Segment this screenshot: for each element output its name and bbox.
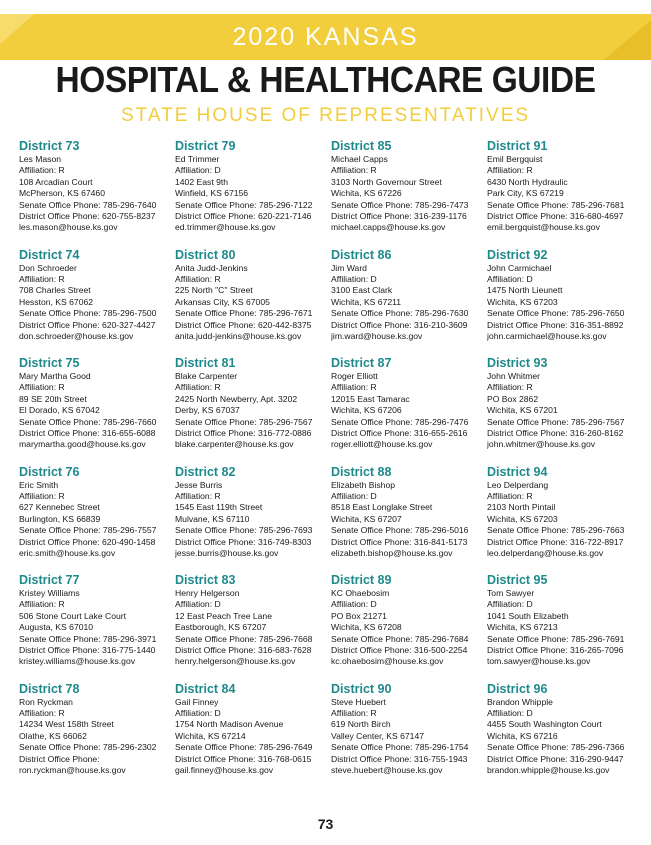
district-heading: District 94 — [487, 464, 548, 479]
affiliation: Affiliation: D — [331, 273, 377, 284]
district-heading: District 92 — [487, 247, 548, 262]
city-state-zip: Mulvane, KS 67110 — [175, 513, 250, 524]
email-address: gail.finney@house.ks.gov — [175, 764, 274, 775]
city-state-zip: Wichita, KS 67201 — [487, 405, 558, 416]
affiliation: Affiliation: D — [331, 599, 377, 610]
senate-office-phone: Senate Office Phone: 785-296-7567 — [175, 416, 313, 427]
representative-name: Steve Huebert — [331, 696, 386, 707]
affiliation: Affiliation: D — [487, 273, 533, 284]
district-entry — [331, 573, 487, 682]
street-address: 619 North Birch — [331, 719, 391, 730]
affiliation: Affiliation: R — [487, 382, 533, 393]
page-number: 73 — [317, 816, 334, 832]
representative-name: Gail Finney — [175, 696, 219, 707]
affiliation: Affiliation: R — [19, 490, 65, 501]
senate-office-phone: Senate Office Phone: 785-296-7684 — [331, 633, 469, 644]
district-heading: District 93 — [487, 356, 548, 370]
city-state-zip: Olathe, KS 66062 — [19, 730, 87, 741]
district-office-phone: District Office Phone: 316-500-2254 — [331, 645, 468, 656]
district-entry — [331, 248, 487, 357]
district-office-phone: District Office Phone: 620-327-4427 — [19, 319, 156, 330]
district-heading: District 84 — [175, 681, 236, 696]
street-address: 14234 West 158th Street — [19, 719, 114, 730]
district-heading: District 76 — [19, 464, 80, 479]
district-office-phone: District Office Phone: 316-768-0615 — [175, 753, 312, 764]
representative-name: Jesse Burris — [175, 479, 223, 490]
representative-name: Leo Delperdang — [487, 479, 549, 490]
street-address: 2425 North Newberry, Apt. 3202 — [175, 393, 298, 404]
affiliation: Affiliation: D — [487, 707, 533, 718]
email-address: steve.huebert@house.ks.gov — [331, 764, 443, 775]
senate-office-phone: Senate Office Phone: 785-296-7630 — [331, 308, 469, 319]
affiliation: Affiliation: R — [331, 165, 377, 176]
district-entry — [19, 465, 175, 574]
district-office-phone: District Office Phone: 316-772-0886 — [175, 428, 312, 439]
representative-name: Les Mason — [19, 154, 62, 164]
street-address: 12015 East Tamarac — [331, 393, 410, 404]
senate-office-phone: Senate Office Phone: 785-296-7640 — [19, 199, 157, 210]
affiliation: Affiliation: R — [19, 707, 65, 718]
district-office-phone: District Office Phone: 316-290-9447 — [487, 753, 624, 764]
district-entry — [487, 573, 639, 682]
senate-office-phone: Senate Office Phone: 785-296-7122 — [175, 199, 313, 210]
city-state-zip: Winfield, KS 67156 — [175, 188, 249, 199]
banner-title: 2020 KANSAS — [232, 23, 419, 51]
affiliation: Affiliation: D — [175, 165, 221, 176]
affiliation: Affiliation: D — [487, 599, 533, 610]
city-state-zip: Valley Center, KS 67147 — [331, 730, 424, 741]
city-state-zip: Burlington, KS 66839 — [19, 513, 101, 524]
affiliation: Affiliation: R — [19, 382, 65, 393]
street-address: PO Box 21271 — [331, 610, 387, 621]
district-office-phone: District Office Phone: 316-749-8303 — [175, 536, 312, 547]
district-entry — [19, 573, 175, 682]
email-address: jim.ward@house.ks.gov — [331, 330, 423, 341]
city-state-zip: Wichita, KS 67216 — [487, 730, 558, 741]
district-entry — [19, 356, 175, 465]
city-state-zip: Park City, KS 67219 — [487, 188, 564, 199]
district-office-phone: District Office Phone: 316-655-6088 — [19, 428, 156, 439]
city-state-zip: Wichita, KS 67214 — [175, 730, 246, 741]
senate-office-phone: Senate Office Phone: 785-296-7366 — [487, 742, 625, 753]
street-address: 1402 East 9th — [175, 176, 229, 187]
street-address: 627 Kennebec Street — [19, 502, 100, 513]
district-entry — [175, 465, 331, 574]
district-heading: District 91 — [487, 139, 548, 153]
city-state-zip: Wichita, KS 67206 — [331, 405, 402, 416]
district-entry — [331, 356, 487, 465]
district-heading: District 95 — [487, 573, 548, 587]
district-office-phone: District Office Phone: 316-755-1943 — [331, 753, 468, 764]
district-heading: District 73 — [19, 139, 80, 153]
district-entry — [175, 682, 331, 791]
district-office-phone: District Office Phone: 316-775-1440 — [19, 645, 156, 656]
district-office-phone: District Office Phone: 316-260-8162 — [487, 428, 624, 439]
district-entry — [19, 248, 175, 357]
email-address: ed.trimmer@house.ks.gov — [175, 222, 276, 233]
district-heading: District 77 — [19, 573, 80, 587]
representative-name: Mary Martha Good — [19, 371, 91, 381]
district-entry — [175, 248, 331, 357]
street-address: PO Box 2862 — [487, 393, 539, 404]
district-heading: District 81 — [175, 356, 236, 370]
email-address: tom.sawyer@house.ks.gov — [487, 656, 591, 667]
header-banner — [0, 14, 651, 60]
city-state-zip: Wichita, KS 67208 — [331, 622, 402, 633]
district-office-phone: District Office Phone: 316-655-2616 — [331, 428, 468, 439]
city-state-zip: Wichita, KS 67203 — [487, 513, 558, 524]
city-state-zip: Augusta, KS 67010 — [19, 622, 94, 633]
street-address: 8518 East Longlake Street — [331, 502, 433, 513]
district-heading: District 82 — [175, 464, 236, 479]
representative-name: Emil Bergquist — [487, 154, 543, 164]
email-address: leo.delperdang@house.ks.gov — [487, 547, 604, 558]
street-address: 3103 North Governour Street — [331, 176, 442, 187]
city-state-zip: McPherson, KS 67460 — [19, 188, 105, 199]
district-entry — [487, 465, 639, 574]
district-entry — [331, 465, 487, 574]
street-address: 1475 North Lieunett — [487, 285, 563, 296]
street-address: 1041 South Elizabeth — [487, 610, 569, 621]
district-heading: District 85 — [331, 139, 392, 153]
district-office-phone: District Office Phone: 620-755-8237 — [19, 211, 156, 222]
senate-office-phone: Senate Office Phone: 785-296-7476 — [331, 416, 469, 427]
district-heading: District 83 — [175, 573, 236, 587]
street-address: 2103 North Pintail — [487, 502, 556, 513]
street-address: 3100 East Clark — [331, 285, 393, 296]
affiliation: Affiliation: R — [19, 273, 65, 284]
affiliation: Affiliation: R — [487, 490, 533, 501]
email-address: brandon.whipple@house.ks.gov — [487, 764, 610, 775]
district-office-phone: District Office Phone: 316-351-8892 — [487, 319, 624, 330]
district-directory — [19, 139, 639, 790]
street-address: 708 Charles Street — [19, 285, 91, 296]
email-address: john.carmichael@house.ks.gov — [487, 330, 607, 341]
senate-office-phone: Senate Office Phone: 785-296-7693 — [175, 525, 313, 536]
representative-name: Ed Trimmer — [175, 154, 220, 164]
district-office-phone: District Office Phone: 316-680-4697 — [487, 211, 624, 222]
district-entry — [487, 356, 639, 465]
district-office-phone: District Office Phone: 316-683-7628 — [175, 645, 312, 656]
email-address: kristey.williams@house.ks.gov — [19, 656, 136, 667]
city-state-zip: Wichita, KS 67213 — [487, 622, 558, 633]
city-state-zip: Wichita, KS 67203 — [487, 296, 558, 307]
city-state-zip: Hesston, KS 67062 — [19, 296, 94, 307]
representative-name: Kristey Williams — [19, 588, 80, 598]
email-address: elizabeth.bishop@house.ks.gov — [331, 547, 453, 558]
email-address: blake.carpenter@house.ks.gov — [175, 439, 294, 450]
district-heading: District 90 — [331, 681, 392, 696]
district-heading: District 79 — [175, 139, 236, 153]
senate-office-phone: Senate Office Phone: 785-296-7649 — [175, 742, 313, 753]
email-address: michael.capps@house.ks.gov — [331, 222, 446, 233]
district-entry — [19, 682, 175, 791]
senate-office-phone: Senate Office Phone: 785-296-5016 — [331, 525, 469, 536]
district-heading: District 75 — [19, 356, 80, 370]
district-entry — [487, 248, 639, 357]
representative-name: Elizabeth Bishop — [331, 479, 396, 490]
city-state-zip: Wichita, KS 67207 — [331, 513, 402, 524]
page-title: HOSPITAL & HEALTHCARE GUIDE — [55, 59, 596, 100]
district-office-phone: District Office Phone: 620-221-7146 — [175, 211, 312, 222]
senate-office-phone: Senate Office Phone: 785-296-7671 — [175, 308, 313, 319]
email-address: john.whitmer@house.ks.gov — [487, 439, 596, 450]
district-entry — [175, 573, 331, 682]
street-address: 1545 East 119th Street — [175, 502, 263, 513]
district-heading: District 78 — [19, 681, 80, 696]
district-entry — [175, 139, 331, 248]
affiliation: Affiliation: R — [175, 382, 221, 393]
district-heading: District 96 — [487, 681, 548, 696]
street-address: 1754 North Madison Avenue — [175, 719, 284, 730]
street-address: 6430 North Hydraulic — [487, 176, 568, 187]
affiliation: Affiliation: D — [331, 490, 377, 501]
representative-name: Henry Helgerson — [175, 588, 240, 598]
email-address: emil.bergquist@house.ks.gov — [487, 222, 600, 233]
district-office-phone: District Office Phone: 316-239-1176 — [331, 211, 467, 222]
senate-office-phone: Senate Office Phone: 785-296-7473 — [331, 199, 469, 210]
street-address: 108 Arcadian Court — [19, 176, 93, 187]
affiliation: Affiliation: R — [175, 490, 221, 501]
district-office-phone: District Office Phone: — [19, 753, 100, 764]
representative-name: Roger Elliott — [331, 371, 378, 381]
street-address: 506 Stone Court Lake Court — [19, 610, 127, 621]
affiliation: Affiliation: R — [331, 707, 377, 718]
district-entry — [175, 356, 331, 465]
representative-name: Jim Ward — [331, 262, 367, 273]
district-heading: District 89 — [331, 573, 392, 587]
representative-name: Tom Sawyer — [487, 588, 535, 598]
senate-office-phone: Senate Office Phone: 785-296-7500 — [19, 308, 157, 319]
district-entry — [19, 139, 175, 248]
street-address: 89 SE 20th Street — [19, 393, 87, 404]
senate-office-phone: Senate Office Phone: 785-296-2302 — [19, 742, 157, 753]
district-office-phone: District Office Phone: 620-442-8375 — [175, 319, 312, 330]
district-heading: District 87 — [331, 356, 392, 370]
representative-name: Brandon Whipple — [487, 696, 553, 707]
representative-name: KC Ohaebosim — [331, 588, 390, 598]
district-office-phone: District Office Phone: 620-490-1458 — [19, 536, 156, 547]
city-state-zip: Derby, KS 67037 — [175, 405, 240, 416]
street-address: 225 North "C" Street — [175, 285, 253, 296]
email-address: don.schroeder@house.ks.gov — [19, 330, 134, 341]
affiliation: Affiliation: R — [487, 165, 533, 176]
district-entry — [331, 139, 487, 248]
city-state-zip: Eastborough, KS 67207 — [175, 622, 267, 633]
district-heading: District 86 — [331, 247, 392, 262]
city-state-zip: Arkansas City, KS 67005 — [175, 296, 270, 307]
senate-office-phone: Senate Office Phone: 785-296-7668 — [175, 633, 313, 644]
district-office-phone: District Office Phone: 316-722-8917 — [487, 536, 624, 547]
representative-name: Eric Smith — [19, 479, 59, 490]
city-state-zip: Wichita, KS 67226 — [331, 188, 402, 199]
district-office-phone: District Office Phone: 316-265-7096 — [487, 645, 624, 656]
district-heading: District 74 — [19, 247, 80, 262]
email-address: anita.judd-jenkins@house.ks.gov — [175, 330, 302, 341]
representative-name: Anita Judd-Jenkins — [175, 262, 248, 273]
street-address: 12 East Peach Tree Lane — [175, 610, 272, 621]
email-address: henry.helgerson@house.ks.gov — [175, 656, 296, 667]
district-heading: District 88 — [331, 464, 392, 479]
district-entry — [487, 139, 639, 248]
affiliation: Affiliation: R — [331, 382, 377, 393]
senate-office-phone: Senate Office Phone: 785-296-7650 — [487, 308, 625, 319]
representative-name: Don Schroeder — [19, 262, 77, 273]
email-address: eric.smith@house.ks.gov — [19, 547, 116, 558]
city-state-zip: El Dorado, KS 67042 — [19, 405, 100, 416]
email-address: roger.elliott@house.ks.gov — [331, 439, 433, 450]
affiliation: Affiliation: R — [19, 165, 65, 176]
district-office-phone: District Office Phone: 316-210-3609 — [331, 319, 468, 330]
district-entry — [331, 682, 487, 791]
district-office-phone: District Office Phone: 316-841-5173 — [331, 536, 468, 547]
affiliation: Affiliation: R — [19, 599, 65, 610]
representative-name: Blake Carpenter — [175, 371, 238, 381]
page-subtitle: STATE HOUSE OF REPRESENTATIVES — [120, 105, 531, 126]
district-entry — [487, 682, 639, 791]
senate-office-phone: Senate Office Phone: 785-296-7681 — [487, 199, 625, 210]
affiliation: Affiliation: D — [175, 599, 221, 610]
senate-office-phone: Senate Office Phone: 785-296-3971 — [19, 633, 157, 644]
email-address: kc.ohaebosim@house.ks.gov — [331, 656, 444, 667]
representative-name: Ron Ryckman — [19, 696, 73, 707]
representative-name: John Carmichael — [487, 262, 552, 273]
district-heading: District 80 — [175, 247, 236, 262]
affiliation: Affiliation: R — [175, 273, 221, 284]
senate-office-phone: Senate Office Phone: 785-296-7663 — [487, 525, 625, 536]
senate-office-phone: Senate Office Phone: 785-296-1754 — [331, 742, 469, 753]
senate-office-phone: Senate Office Phone: 785-296-7557 — [19, 525, 157, 536]
senate-office-phone: Senate Office Phone: 785-296-7567 — [487, 416, 625, 427]
email-address: ron.ryckman@house.ks.gov — [19, 764, 126, 775]
affiliation: Affiliation: D — [175, 707, 221, 718]
senate-office-phone: Senate Office Phone: 785-296-7660 — [19, 416, 157, 427]
email-address: marymartha.good@house.ks.gov — [19, 439, 146, 450]
email-address: les.mason@house.ks.gov — [19, 222, 118, 233]
city-state-zip: Wichita, KS 67211 — [331, 296, 402, 307]
representative-name: Michael Capps — [331, 154, 388, 164]
street-address: 4455 South Washington Court — [487, 719, 602, 730]
representative-name: John Whitmer — [487, 371, 541, 381]
senate-office-phone: Senate Office Phone: 785-296-7691 — [487, 633, 625, 644]
email-address: jesse.burris@house.ks.gov — [175, 547, 279, 558]
